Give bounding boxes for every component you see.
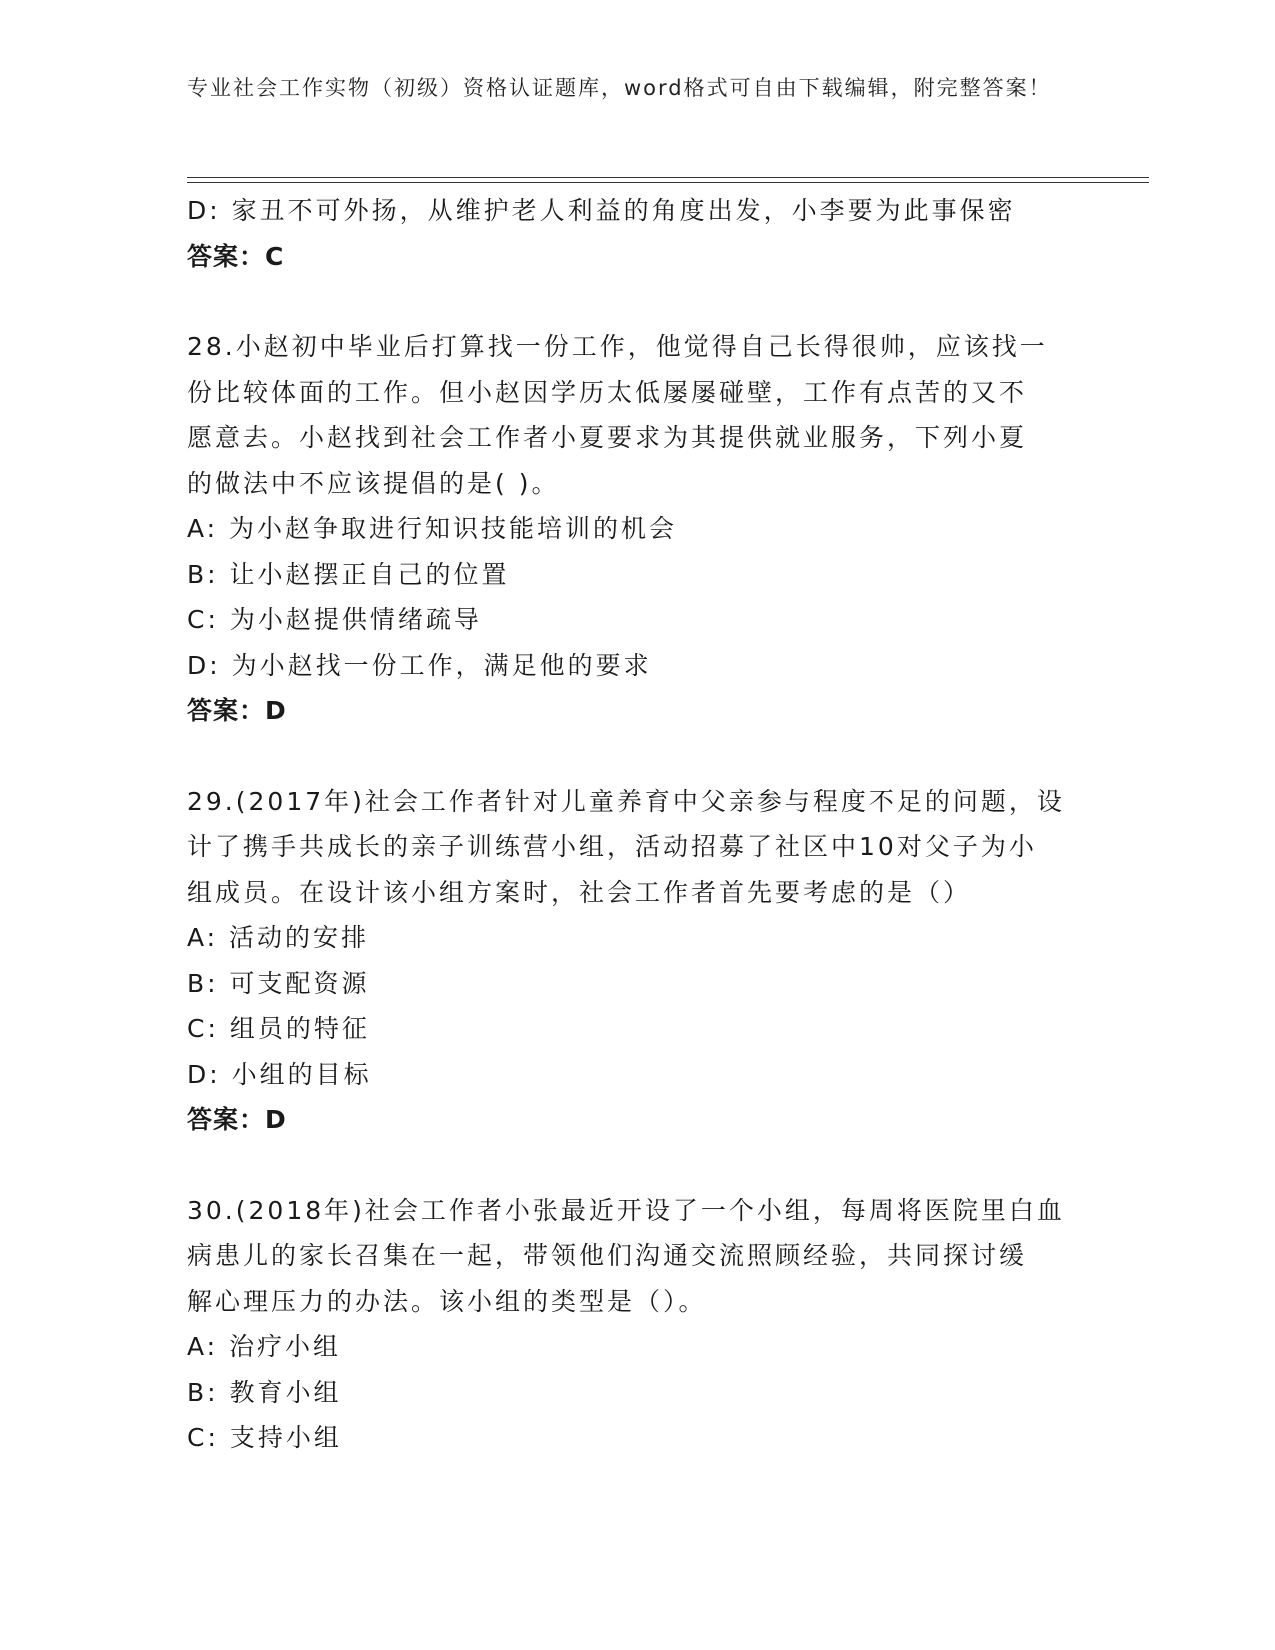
answer: 答案：C <box>187 241 285 271</box>
spacer <box>187 279 1087 324</box>
answer: 答案：D <box>187 1105 287 1134</box>
option-a: A: 活动的安排 <box>187 923 370 952</box>
option-b: B: 可支配资源 <box>187 968 370 998</box>
question-stem: 解心理压力的办法。该小组的类型是（）。 <box>187 1286 707 1316</box>
option-a: A: 为小赵争取进行知识技能培训的机会 <box>187 514 678 543</box>
question-30 <box>187 1188 1087 1461</box>
page-header: 专业社会工作实物（初级）资格认证题库，word格式可自由下载编辑，附完整答案！ <box>187 76 1052 100</box>
question-content <box>187 188 1087 1461</box>
option-b: B: 让小赵摆正自己的位置 <box>187 559 510 589</box>
question-stem: 28.小赵初中毕业后打算找一份工作，他觉得自己长得很帅，应该找一 <box>187 332 1048 361</box>
question-stem: 29.(2017年)社会工作者针对儿童养育中父亲参与程度不足的问题，设 <box>187 786 1065 816</box>
question-28 <box>187 324 1087 734</box>
option-a: A: 治疗小组 <box>187 1332 342 1361</box>
question-29 <box>187 779 1087 1143</box>
option-d: D: 为小赵找一份工作，满足他的要求 <box>187 650 652 680</box>
option-c: C: 为小赵提供情绪疏导 <box>187 605 482 634</box>
question-stem: 愿意去。小赵找到社会工作者小夏要求为其提供就业服务，下列小夏 <box>187 423 1028 452</box>
option-b: B: 教育小组 <box>187 1377 342 1407</box>
question-stem: 病患儿的家长召集在一起，带领他们沟通交流照顾经验，共同探讨缓 <box>187 1241 1028 1270</box>
question-stem: 的做法中不应该提倡的是( )。 <box>187 468 560 498</box>
spacer <box>187 1143 1087 1188</box>
option-c: C: 支持小组 <box>187 1423 342 1452</box>
question-stem: 组成员。在设计该小组方案时，社会工作者首先要考虑的是（） <box>187 877 972 907</box>
option-d: D: 家丑不可外扬，从维护老人利益的角度出发，小李要为此事保密 <box>187 196 1016 225</box>
question-stem: 份比较体面的工作。但小赵因学历太低屡屡碰壁，工作有点苦的又不 <box>187 377 1028 407</box>
option-c: C: 组员的特征 <box>187 1014 370 1043</box>
answer: 答案：D <box>187 696 287 725</box>
option-d: D: 小组的目标 <box>187 1059 372 1089</box>
question-stem: 计了携手共成长的亲子训练营小组，活动招募了社区中10对父子为小 <box>187 832 1037 861</box>
question-stem: 30.(2018年)社会工作者小张最近开设了一个小组，每周将医院里白血 <box>187 1195 1065 1225</box>
spacer <box>187 734 1087 779</box>
header-divider <box>187 177 1149 183</box>
